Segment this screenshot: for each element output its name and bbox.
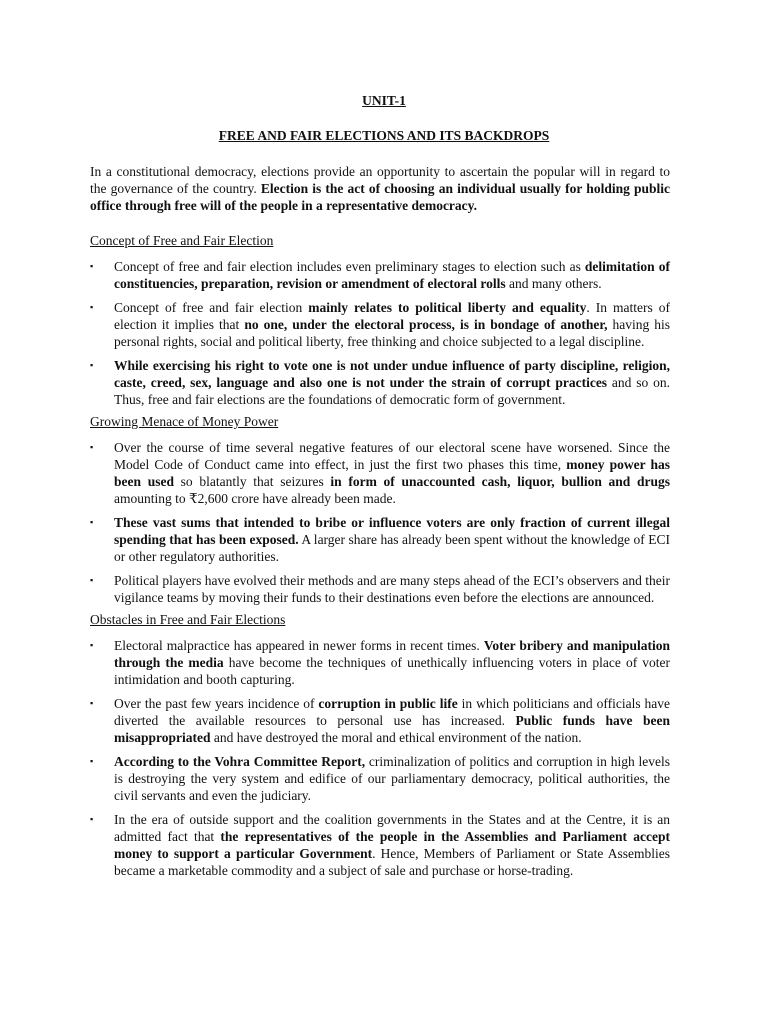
list-item: ▪ While exercising his right to vote one is not under undue influence of party discipline, religion, caste, creed, sex, language and also one is not under the strain of corrupt practices and so on. Thus, free and fair elections are the foundations of democratic form of government. [90,357,670,408]
document-body [90,163,670,886]
section-heading-money-power: Growing Menace of Money Power [90,414,279,429]
bullet-list-concept [90,258,670,408]
intro-definition: Election is the act of choosing an individual usually for holding public office through free will of the people in a representative democracy. [90,181,670,213]
bullet-list-obstacles [90,637,670,879]
list-item: ▪ Political players have evolved their methods and are many steps ahead of the ECI’s observers and their vigilance teams by moving their funds to their destinations even before the elections are announced. [90,572,670,606]
intro-paragraph [90,163,670,214]
list-item: ▪ Over the course of time several negative features of our electoral scene have worsened. Since the Model Code of Conduct came into effect, in just the first two phases this time, money power has been used so blatantly that seizures in form of unaccounted cash, liquor, bullion and drugs amounting to ₹2,600 crore have already been made. [90,439,670,507]
list-item: ▪ Concept of free and fair election mainly relates to political liberty and equality. In matters of election it implies that no one, under the electoral process, is in bondage of another, having his personal rights, social and political liberty, free thinking and choice subjected to a legal discipline. [90,299,670,350]
list-item: ▪ These vast sums that intended to bribe or influence voters are only fraction of current illegal spending that has been exposed. A larger share has already been spent without the knowledge of ECI or other regulatory authorities. [90,514,670,565]
list-item: ▪ Electoral malpractice has appeared in newer forms in recent times. Voter bribery and manipulation through the media have become the techniques of unethically influencing voters in place of voter intimidation and booth capturing. [90,637,670,688]
unit-label: UNIT-1 [362,93,406,108]
intro-text: In a constitutional democracy, elections provide an opportunity to ascertain the popular will in regard to the governance of the country. [90,164,670,196]
list-item: ▪ According to the Vohra Committee Report, criminalization of politics and corruption in high levels is destroying the very system and edifice of our parliamentary democracy, political authorities, the civil servants and even the judiciary. [90,753,670,804]
list-item: ▪ Over the past few years incidence of corruption in public life in which politicians and officials have diverted the available resources to personal use has increased. Public funds have been misappropriated and have destroyed the moral and ethical environment of the nation. [90,695,670,746]
section-heading-concept: Concept of Free and Fair Election [90,233,274,248]
section-heading-obstacles: Obstacles in Free and Fair Elections [90,612,286,627]
list-item: ▪ In the era of outside support and the coalition governments in the States and at the Centre, it is an admitted fact that the representatives of the people in the Assemblies and Parliament accept money to support a particular Government. Hence, Members of Parliament or State Assemblies became a marketable commodity and a subject of sale and purchase or horse-trading. [90,811,670,879]
page-title: FREE AND FAIR ELECTIONS AND ITS BACKDROPS [218,128,550,143]
bullet-list-money-power [90,439,670,606]
list-item: ▪ Concept of free and fair election includes even preliminary stages to election such as delimitation of constituencies, preparation, revision or amendment of electoral rolls and many others. [90,258,670,292]
